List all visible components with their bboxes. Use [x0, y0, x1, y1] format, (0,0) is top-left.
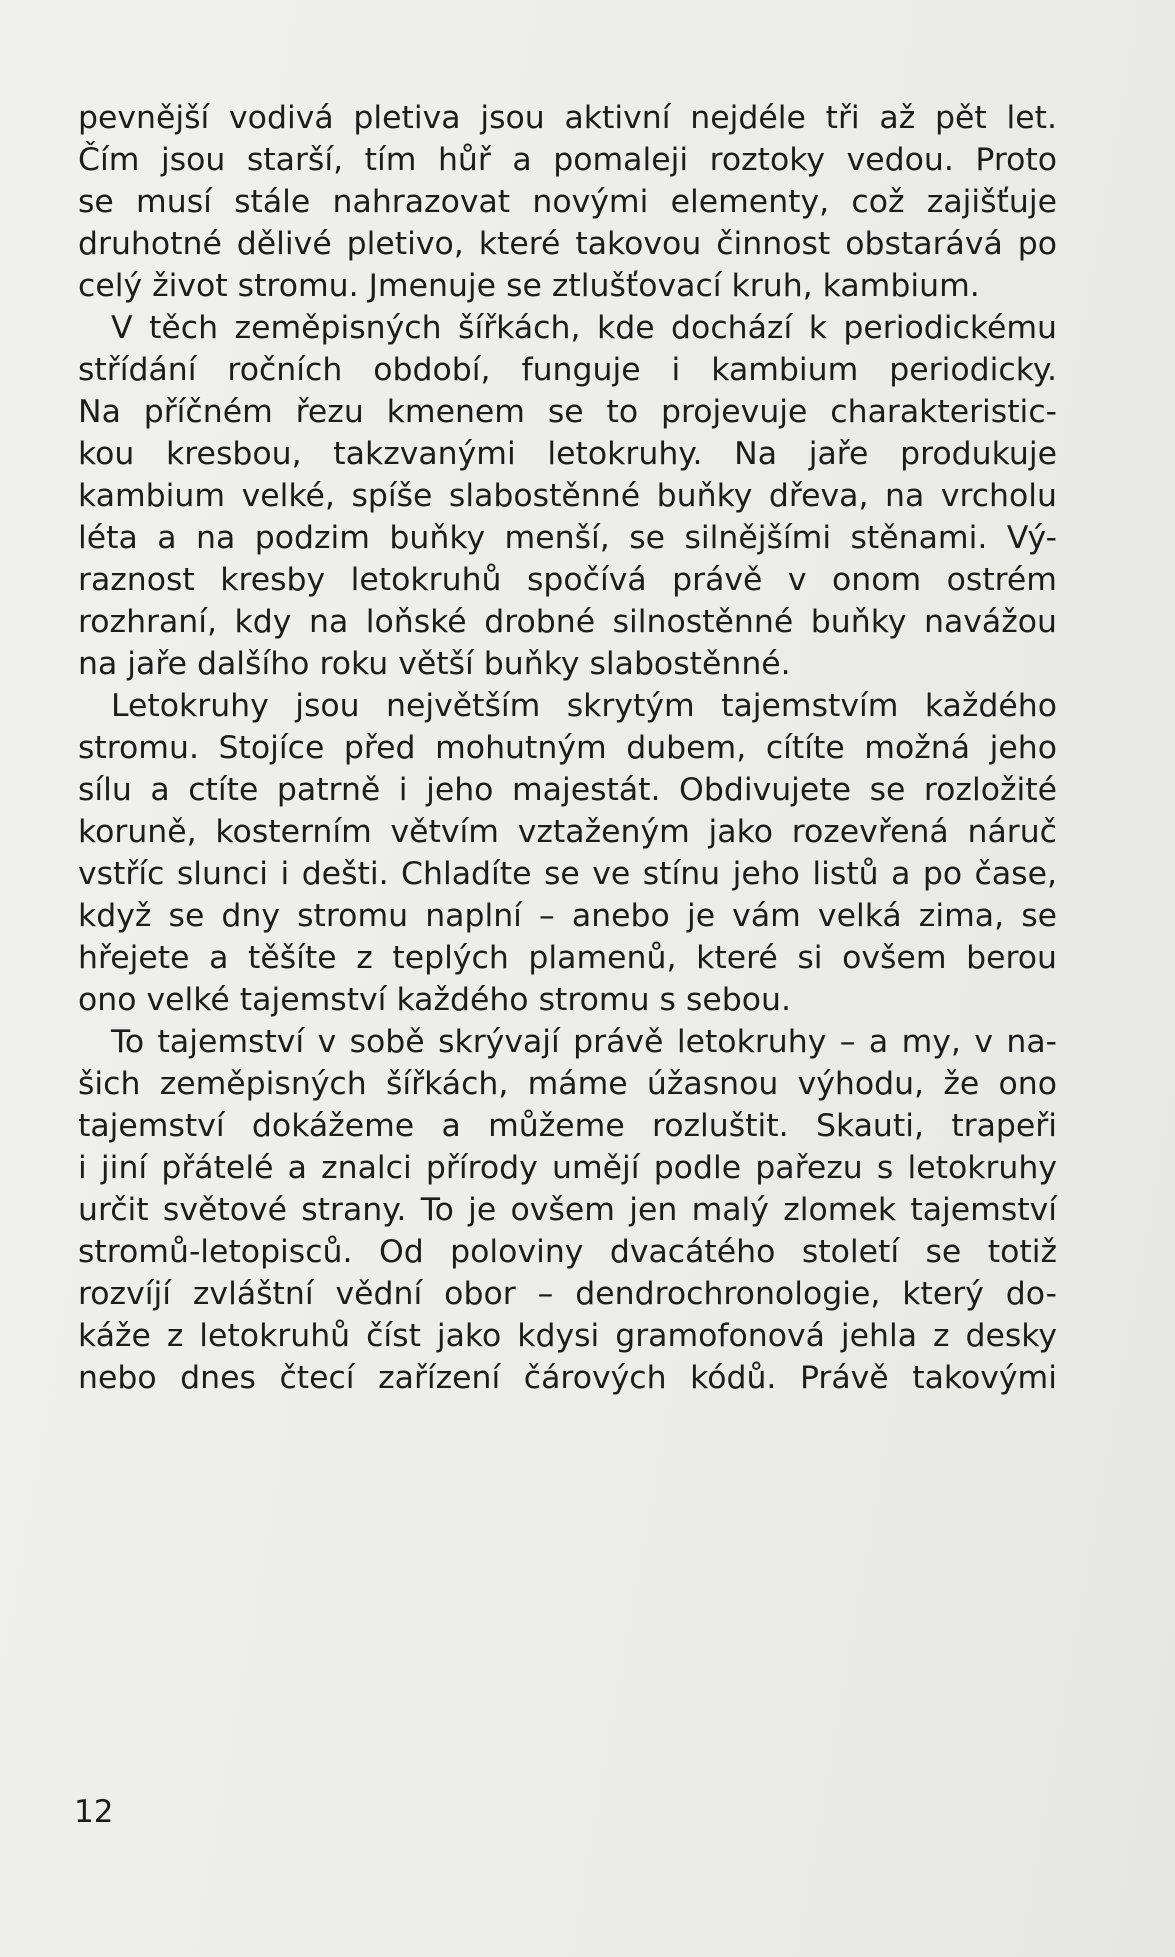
text-line: Letokruhy jsou největším skrytým tajemstvím každého: [111, 688, 1057, 724]
text-line: Na příčném řezu kmenem se to projevuje charakteristic-: [78, 394, 1057, 430]
page-number: 12: [74, 1794, 114, 1830]
text-line: To tajemství v sobě skrývají právě letokruhy – a my, v na-: [111, 1024, 1057, 1060]
paragraph: [78, 1021, 1057, 1399]
text-line: sílu a ctíte patrně i jeho majestát. Obdivujete se rozložité: [78, 772, 1057, 808]
text-line: stromu. Stojíce před mohutným dubem, cítíte možná jeho: [78, 730, 1057, 766]
text-line: kou kresbou, takzvanými letokruhy. Na jaře produkuje: [78, 436, 1057, 472]
text-line: střídání ročních období, funguje i kambium periodicky.: [78, 352, 1057, 388]
text-line: pevnější vodivá pletiva jsou aktivní nejdéle tři až pět let.: [78, 100, 1057, 136]
paragraph: [78, 97, 1057, 307]
text-line: na jaře dalšího roku větší buňky slabostěnné.: [78, 646, 791, 682]
text-line: kambium velké, spíše slabostěnné buňky dřeva, na vrcholu: [78, 478, 1057, 514]
paragraph: [78, 685, 1057, 1021]
text-line: určit světové strany. To je ovšem jen malý zlomek tajemství: [78, 1192, 1057, 1228]
text-line: tajemství dokážeme a můžeme rozluštit. Skauti, trapeři: [78, 1108, 1057, 1144]
text-line: vstříc slunci i dešti. Chladíte se ve stínu jeho listů a po čase,: [78, 856, 1057, 892]
text-line: nebo dnes čtecí zařízení čárových kódů. Právě takovými: [78, 1360, 1057, 1396]
body-text: [78, 97, 1057, 1399]
text-line: když se dny stromu naplní – anebo je vám velká zima, se: [78, 898, 1057, 934]
text-line: i jiní přátelé a znalci přírody umějí podle pařezu s letokruhy: [78, 1150, 1057, 1186]
text-line: Čím jsou starší, tím hůř a pomaleji roztoky vedou. Proto: [78, 142, 1057, 178]
text-line: se musí stále nahrazovat novými elementy, což zajišťuje: [78, 184, 1057, 220]
text-line: V těch zeměpisných šířkách, kde dochází k periodickému: [111, 310, 1057, 346]
text-line: stromů-letopisců. Od poloviny dvacátého století se totiž: [78, 1234, 1057, 1270]
text-line: druhotné dělivé pletivo, které takovou činnost obstarává po: [78, 226, 1057, 262]
text-line: celý život stromu. Jmenuje se ztlušťovací kruh, kambium.: [78, 268, 980, 304]
text-line: rozvíjí zvláštní vědní obor – dendrochronologie, který do-: [78, 1276, 1057, 1312]
text-line: hřejete a těšíte z teplých plamenů, které si ovšem berou: [78, 940, 1057, 976]
text-line: káže z letokruhů číst jako kdysi gramofonová jehla z desky: [78, 1318, 1057, 1354]
text-line: raznost kresby letokruhů spočívá právě v onom ostrém: [78, 562, 1057, 598]
text-line: rozhraní, kdy na loňské drobné silnostěnné buňky navážou: [78, 604, 1057, 640]
text-line: šich zeměpisných šířkách, máme úžasnou výhodu, že ono: [78, 1066, 1057, 1102]
text-line: léta a na podzim buňky menší, se silnějšími stěnami. Vý-: [78, 520, 1057, 556]
paragraph: [78, 307, 1057, 685]
text-line: koruně, kosterním větvím vztaženým jako rozevřená náruč: [78, 814, 1057, 850]
text-line: ono velké tajemství každého stromu s sebou.: [78, 982, 792, 1018]
